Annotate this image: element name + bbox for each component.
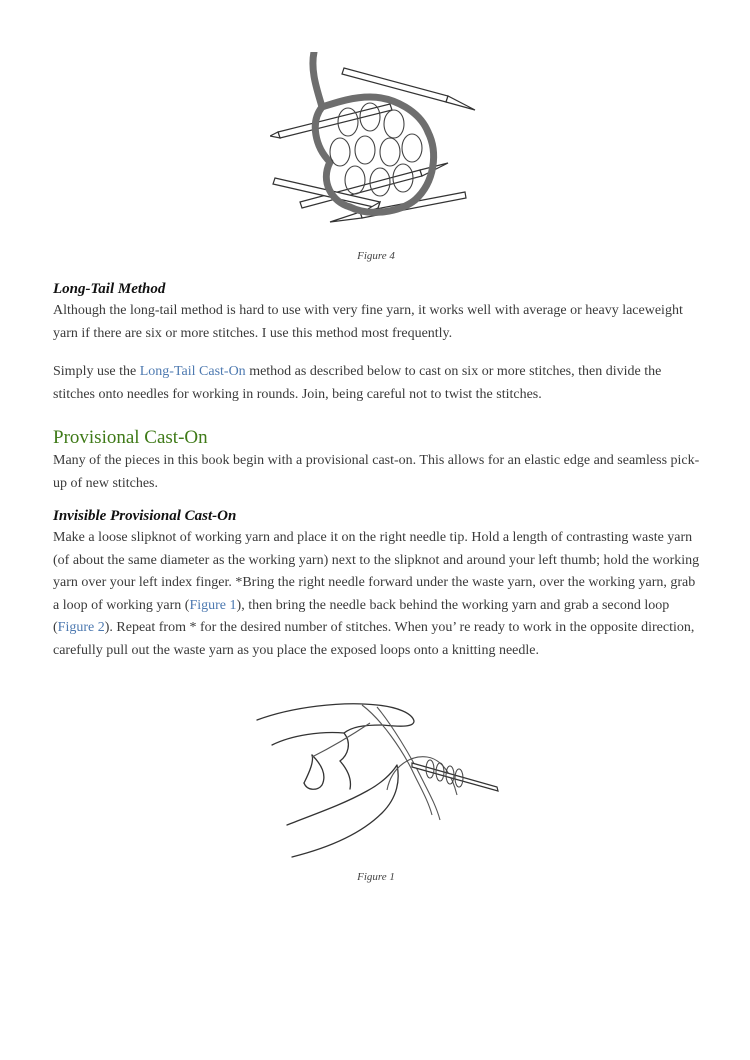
- figure-2-link[interactable]: Figure 2: [57, 620, 105, 635]
- long-tail-heading: Long-Tail Method: [53, 281, 166, 297]
- hand-index-finger: [257, 704, 414, 733]
- invisible-provisional-heading: Invisible Provisional Cast-On: [53, 508, 237, 524]
- hand-lower: [287, 765, 398, 857]
- figure-1-link[interactable]: Figure 1: [189, 597, 237, 613]
- needle-left: [278, 104, 392, 138]
- provisional-cast-on-heading: Provisional Cast-On: [53, 427, 208, 448]
- invisible-text-part-2: ), then bring the needle back behind the working yarn and grab a second loop (: [53, 597, 670, 635]
- figure-4-illustration: [270, 52, 485, 247]
- figure-1-caption: Figure 1: [357, 871, 395, 883]
- provisional-paragraph: Many of the pieces in this book begin with a provisional cast-on. This allows for an elastic edge and seamless pick-up of new stitches.: [53, 453, 700, 491]
- long-tail-paragraph-1: Although the long-tail method is hard to use with very fine yarn, it works well with average or heavy laceweight yarn if there are six or more stitches. I use this method most frequently.: [53, 303, 683, 341]
- long-tail-para2-text-before: Simply use the: [53, 364, 140, 379]
- long-tail-cast-on-link[interactable]: Long-Tail Cast-On: [139, 364, 246, 379]
- invisible-text-part-3: ). Repeat from * for the desired number of stitches. When you’ re ready to work in the opposite direction, carefully pull out the waste yarn as you place the exposed loops onto a knitting needle.: [53, 620, 695, 658]
- figure-1-illustration: [252, 695, 500, 860]
- yarn-strand-1: [362, 705, 432, 815]
- figure-4-caption: Figure 4: [357, 250, 395, 262]
- invisible-provisional-paragraph: [53, 527, 703, 662]
- long-tail-paragraph-2: [53, 361, 703, 406]
- long-tail-para2-text-after: method as described below to cast on six or more stitches, then divide the stitches onto needles for working in rounds. Join, being careful not to twist the stitches.: [53, 364, 662, 402]
- invisible-text-part-1: Make a loose slipknot of working yarn and place it on the right needle tip. Hold a length of contrasting waste yarn (of about the same diameter as the working yarn) next to the slipknot and around your left thumb; hold the working yarn over your left index finger. *Bring the right needle forward under the waste yarn, over the working yarn, grab a loop of working yarn (: [53, 530, 700, 613]
- hand-palm: [272, 733, 348, 762]
